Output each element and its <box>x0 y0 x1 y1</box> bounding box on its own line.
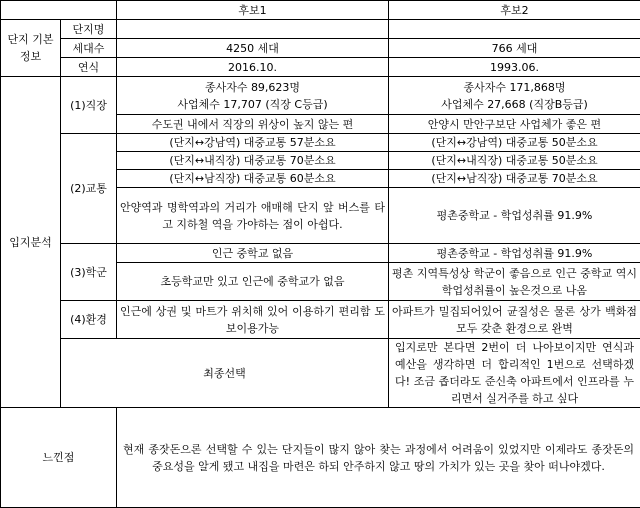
feeling-row <box>1 408 640 508</box>
feeling-label: 느낀점 <box>1 408 117 508</box>
env-row <box>1 301 640 339</box>
candidate1-traffic-note: 안양역과 명학역과의 거리가 애매해 단지 앞 버스를 타고 지하철 역을 가야하는 점이 아쉽다. <box>117 188 389 244</box>
candidate2-environment: 아파트가 밀집되어있어 균질성은 물론 상가 백화점 모두 갖춘 환경으로 완벽 <box>389 301 640 339</box>
candidate2-households: 766 세대 <box>389 39 640 58</box>
candidate1-traffic-my-work: (단지↔내직장) 대중교통 70분소요 <box>117 152 389 170</box>
basic-info-group-label: 단지 기본정보 <box>1 20 61 77</box>
row-label-job: (1)직장 <box>61 77 117 134</box>
candidate1-complex-name <box>117 20 389 39</box>
candidate1-traffic-partner-work: (단지↔남직장) 대중교통 60분소요 <box>117 170 389 188</box>
candidate2-employees: 종사자수 171,868명 <box>392 79 637 96</box>
candidate2-complex-name <box>389 20 640 39</box>
candidate1-header: 후보1 <box>117 1 389 20</box>
candidate1-traffic-gangnam: (단지↔강남역) 대중교통 57분소요 <box>117 134 389 152</box>
candidate2-traffic-my-work: (단지↔내직장) 대중교통 50분소요 <box>389 152 640 170</box>
candidate1-year: 2016.10. <box>117 58 389 77</box>
basic-row-year <box>1 58 640 77</box>
candidate2-school-note: 평촌 지역특성상 학군이 좋음으로 인근 중학교 역시 학업성취률이 높은것으로 나옴 <box>389 263 640 301</box>
candidate1-school-note: 초등학교만 있고 인근에 중학교가 없음 <box>117 263 389 301</box>
location-analysis-group-label: 입지분석 <box>1 77 61 408</box>
candidate1-households: 4250 세대 <box>117 39 389 58</box>
basic-row-name <box>1 20 640 39</box>
final-choice-label: 최종선택 <box>61 339 389 408</box>
row-label-year: 연식 <box>61 58 117 77</box>
candidate2-job-stats <box>389 77 640 115</box>
candidate2-traffic-gangnam: (단지↔강남역) 대중교통 50분소요 <box>389 134 640 152</box>
row-label-complex-name: 단지명 <box>61 20 117 39</box>
candidate2-year: 1993.06. <box>389 58 640 77</box>
candidate2-traffic-partner-work: (단지↔남직장) 대중교통 70분소요 <box>389 170 640 188</box>
candidate1-environment: 인근에 상권 및 마트가 위치해 있어 이용하기 편리함 도보이용가능 <box>117 301 389 339</box>
final-choice-text: 입지로만 본다면 2번이 더 나아보이지만 연식과 예산을 생각하면 더 합리적인 1번으로 선택하겠다! 조금 좁더라도 준신축 아파트에서 인프라를 누리면서 실거주를 하고 싶다 <box>389 339 640 408</box>
candidate2-traffic-note: 평촌중학교 - 학업성취률 91.9% <box>389 188 640 244</box>
candidate1-employees: 종사자수 89,623명 <box>120 79 385 96</box>
row-label-traffic: (2)교통 <box>61 134 117 244</box>
job-row-stats <box>1 77 640 115</box>
candidate1-job-stats <box>117 77 389 115</box>
basic-row-households <box>1 39 640 58</box>
traffic-row-gangnam <box>1 134 640 152</box>
header-row <box>1 1 640 20</box>
candidate2-school: 평촌중학교 - 학업성취률 91.9% <box>389 244 640 263</box>
row-label-environment: (4)환경 <box>61 301 117 339</box>
final-choice-row <box>1 339 640 408</box>
candidate1-businesses: 사업체수 17,707 (직장 C등급) <box>120 96 385 113</box>
row-label-households: 세대수 <box>61 39 117 58</box>
candidate1-job-note: 수도권 내에서 직장의 위상이 높지 않는 편 <box>117 115 389 134</box>
row-label-school: (3)학군 <box>61 244 117 301</box>
candidate2-job-note: 안양시 만안구보단 사업체가 좋은 편 <box>389 115 640 134</box>
header-corner <box>1 1 117 20</box>
candidate1-school: 인근 중학교 없음 <box>117 244 389 263</box>
candidate2-businesses: 사업체수 27,668 (직장B등급) <box>392 96 637 113</box>
feeling-text: 현재 종잣돈으론 선택할 수 있는 단지들이 많지 않아 찾는 과정에서 어려움이 있었지만 이제라도 종잣돈의 중요성을 알게 됐고 내집을 마련은 하되 안주하지 않고 땅의 가치가 있는 곳을 찾아 떠나야겠다. <box>117 408 640 508</box>
candidate2-header: 후보2 <box>389 1 640 20</box>
school-row-main <box>1 244 640 263</box>
